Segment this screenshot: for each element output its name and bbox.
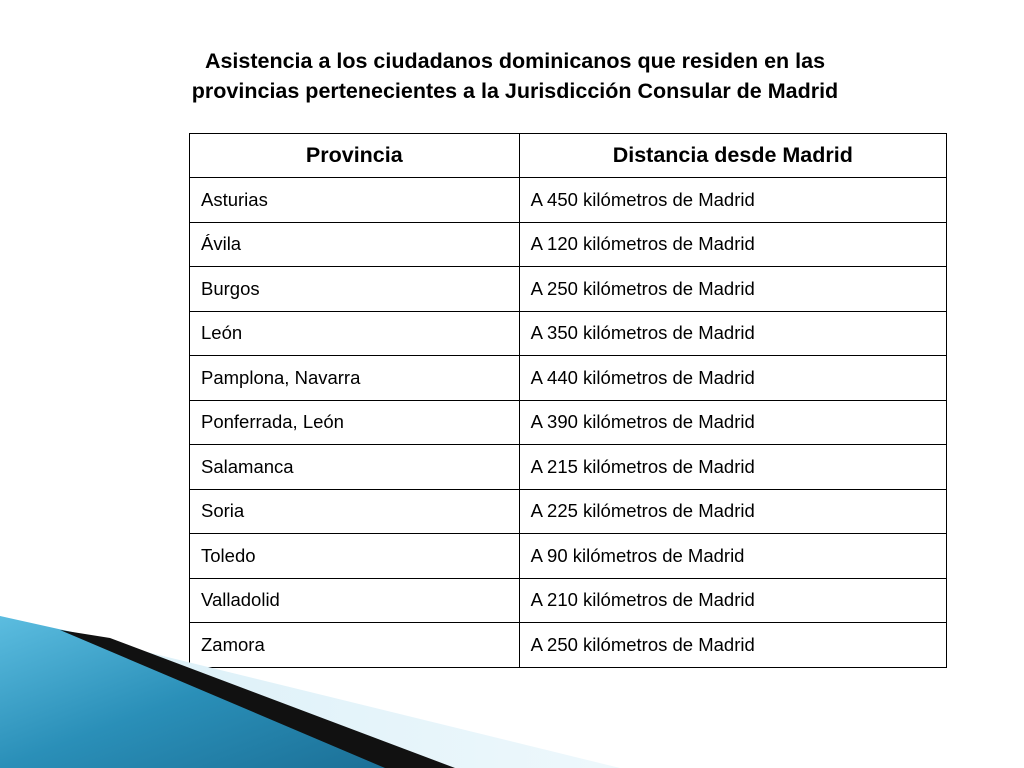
distance-cell: A 450 kilómetros de Madrid <box>519 178 946 223</box>
table-row <box>190 222 947 267</box>
table-row <box>190 445 947 490</box>
table-row <box>190 356 947 401</box>
header-provincia: Provincia <box>190 134 520 178</box>
distance-cell: A 390 kilómetros de Madrid <box>519 400 946 445</box>
table-row <box>190 178 947 223</box>
table-row <box>190 489 947 534</box>
distance-cell: A 225 kilómetros de Madrid <box>519 489 946 534</box>
distance-cell: A 215 kilómetros de Madrid <box>519 445 946 490</box>
title-line-2: provincias pertenecientes a la Jurisdicción Consular de Madrid <box>191 79 839 103</box>
table-row <box>190 400 947 445</box>
table-header-row <box>190 134 947 178</box>
province-cell: Toledo <box>190 534 520 579</box>
province-cell: Burgos <box>190 267 520 312</box>
province-cell: Valladolid <box>190 578 520 623</box>
province-cell: Zamora <box>190 623 520 668</box>
province-cell: León <box>190 311 520 356</box>
province-cell: Asturias <box>190 178 520 223</box>
header-distancia: Distancia desde Madrid <box>519 134 946 178</box>
table-row <box>190 311 947 356</box>
slide-title <box>120 46 910 106</box>
province-cell: Ponferrada, León <box>190 400 520 445</box>
province-cell: Ávila <box>190 222 520 267</box>
distance-cell: A 250 kilómetros de Madrid <box>519 267 946 312</box>
province-cell: Salamanca <box>190 445 520 490</box>
distance-cell: A 440 kilómetros de Madrid <box>519 356 946 401</box>
distance-cell: A 250 kilómetros de Madrid <box>519 623 946 668</box>
distance-cell: A 120 kilómetros de Madrid <box>519 222 946 267</box>
province-cell: Pamplona, Navarra <box>190 356 520 401</box>
distance-cell: A 350 kilómetros de Madrid <box>519 311 946 356</box>
distance-cell: A 90 kilómetros de Madrid <box>519 534 946 579</box>
table-row <box>190 534 947 579</box>
distance-cell: A 210 kilómetros de Madrid <box>519 578 946 623</box>
title-line-1: Asistencia a los ciudadanos dominicanos que residen en las <box>204 49 826 73</box>
distance-table <box>189 133 947 668</box>
province-cell: Soria <box>190 489 520 534</box>
table-row <box>190 267 947 312</box>
corner-decoration <box>0 608 1024 768</box>
